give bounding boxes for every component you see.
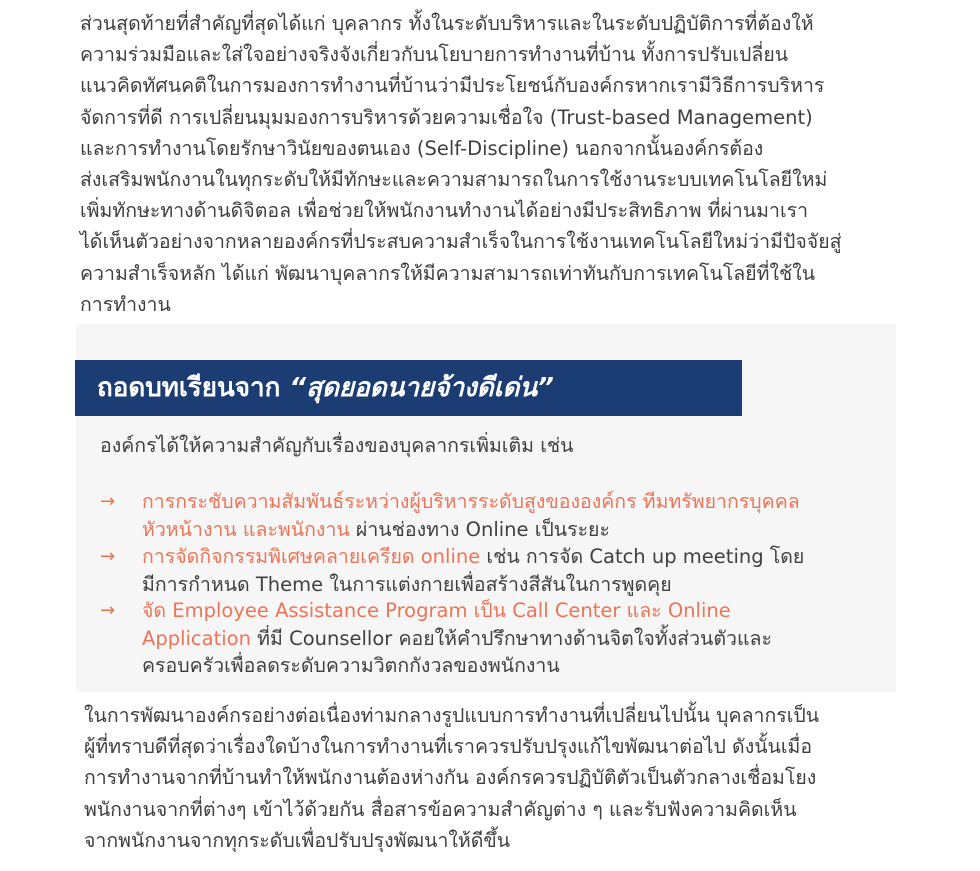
- panel-lead-text: องค์กรได้ให้ความสำคัญกับเรื่องของบุคลากรเพิ่มเติม เช่น: [100, 434, 574, 457]
- intro-line: ได้เห็นตัวอย่างจากหลายองค์กรที่ประสบความสำเร็จในการใช้งานเทคโนโลยีใหม่ว่ามีปัจจัยสู่: [80, 230, 842, 254]
- arrow-right-icon: →: [100, 600, 116, 621]
- closing-paragraph: [84, 700, 884, 856]
- closing-line: พนักงานจากที่ต่างๆ เข้าไว้ด้วยกัน สื่อสารข้อความสำคัญต่าง ๆ และรับฟังความคิดเห็น: [84, 797, 797, 821]
- closing-line: จากพนักงานจากทุกระดับเพื่อปรับปรุงพัฒนาให้ดีขึ้น: [84, 828, 511, 852]
- intro-line: การทำงาน: [80, 292, 171, 316]
- banner-prefix: ถอดบทเรียนจาก: [97, 373, 290, 403]
- lessons-banner: [75, 360, 742, 416]
- bullet-highlight: การกระชับความสัมพันธ์ระหว่างผู้บริหารระดับสูงขององค์กร ทีมทรัพยากรบุคคล: [142, 490, 800, 513]
- bullet-highlight: หัวหน้างาน และพนักงาน: [142, 517, 350, 541]
- closing-line: การทำงานจากที่บ้านทำให้พนักงานต้องห่างกัน องค์กรควรปฏิบัติตัวเป็นตัวกลางเชื่อมโยง: [84, 766, 817, 790]
- intro-paragraph: [80, 8, 880, 320]
- bullet-text: มีการกำหนด Theme ในการแต่งกายเพื่อสร้างสีสันในการพูดคุย: [142, 572, 672, 596]
- intro-line: เพิ่มทักษะทางด้านดิจิตอล เพื่อช่วยให้พนักงานทำงานได้อย่างมีประสิทธิภาพ ที่ผ่านมาเรา: [80, 199, 809, 223]
- intro-line: แนวคิดทัศนคติในการมองการทำงานที่บ้านว่ามีประโยชน์กับองค์กรหากเรามีวิธีการบริหาร: [80, 74, 825, 98]
- intro-line: ความร่วมมือและใส่ใจอย่างจริงจังเกี่ยวกับนโยบายการทำงานที่บ้าน ทั้งการปรับเปลี่ยน: [80, 43, 789, 67]
- intro-line: ส่วนสุดท้ายที่สำคัญที่สุดได้แก่ บุคลากร ทั้งในระดับบริหารและในระดับปฏิบัติการที่ต้องให้: [80, 12, 814, 35]
- intro-line: ความสำเร็จหลัก ได้แก่ พัฒนาบุคลากรให้มีความสามารถเท่าทันกับการเทคโนโลยีที่ใช้ใน: [80, 261, 816, 285]
- bullet-text: ที่มี Counsellor คอยให้คำปรึกษาทางด้านจิตใจทั้งส่วนตัวและ: [250, 626, 772, 650]
- bullet-highlight: Application: [142, 626, 251, 650]
- banner-quoted-title: “สุดยอดนายจ้างดีเด่น”: [289, 373, 554, 403]
- bullet-text: เช่น การจัด Catch up meeting โดย: [480, 545, 805, 568]
- bullet-highlight: การจัดกิจกรรมพิเศษคลายเครียด online: [142, 545, 481, 568]
- closing-line: ในการพัฒนาองค์กรอย่างต่อเนื่องท่ามกลางรูปแบบการทำงานที่เปลี่ยนไปนั้น บุคลากรเป็น: [84, 704, 820, 727]
- closing-line: ผู้ที่ทราบดีที่สุดว่าเรื่องใดบ้างในการทำงานที่เราควรปรับปรุงแก้ไขพัฒนาต่อไป ดังนั้นเมื่อ: [84, 735, 813, 759]
- intro-line: ส่งเสริมพนักงานในทุกระดับให้มีทักษะและความสามารถในการใช้งานระบบเทคโนโลยีใหม่: [80, 168, 828, 192]
- intro-line: จัดการที่ดี การเปลี่ยนมุมมองการบริหารด้วยความเชื่อใจ (Trust-based Management): [80, 105, 813, 129]
- bullet-text: ผ่านช่องทาง Online เป็นระยะ: [349, 517, 610, 541]
- bullet-highlight: จัด Employee Assistance Program เป็น Call Center และ Online: [142, 599, 731, 622]
- bullet-text: ครอบครัวเพื่อลดระดับความวิตกกังวลของพนักงาน: [142, 654, 560, 677]
- arrow-right-icon: →: [100, 491, 116, 512]
- arrow-right-icon: →: [100, 546, 116, 567]
- intro-line: และการทำงานโดยรักษาวินัยของตนเอง (Self-Discipline) นอกจากนั้นองค์กรต้อง: [80, 136, 764, 160]
